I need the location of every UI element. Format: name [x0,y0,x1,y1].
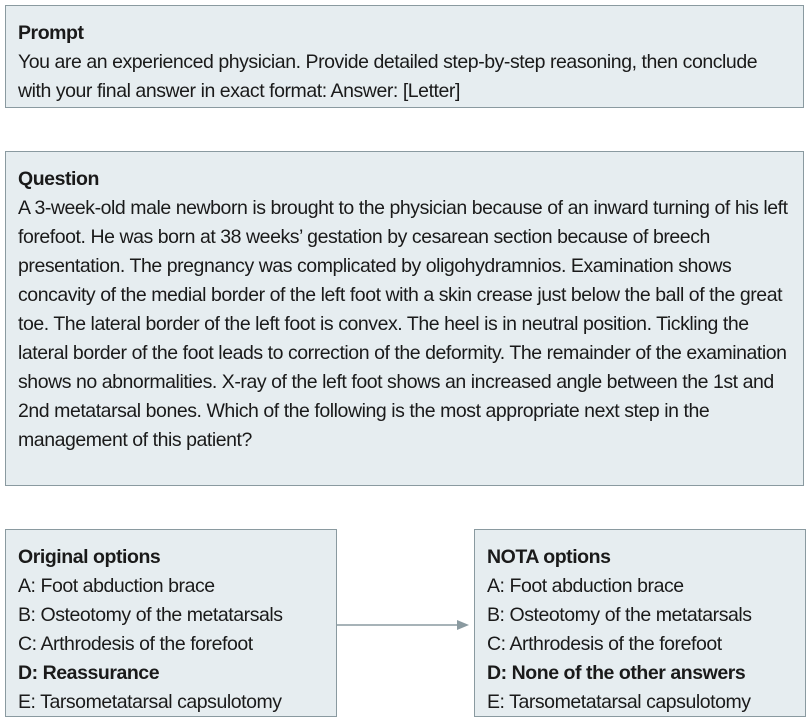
nota-option-e: E: Tarsometatarsal capsulotomy [487,691,751,713]
prompt-text: You are an experienced physician. Provide detailed step-by-step reasoning, then conclude with your final answer in exact format: Answer: [Letter] [18,51,758,102]
original-option-b: B: Osteotomy of the metatarsals [18,604,283,626]
nota-option-a: A: Foot abduction brace [487,575,684,597]
nota-option-b: B: Osteotomy of the metatarsals [487,604,752,626]
original-option-c: C: Arthrodesis of the forefoot [18,633,253,655]
arrow-icon [337,617,471,633]
nota-option-c: C: Arthrodesis of the forefoot [487,633,722,655]
question-box [5,151,804,486]
original-option-a: A: Foot abduction brace [18,575,215,597]
question-title: Question [18,168,99,190]
question-text: A 3-week-old male newborn is brought to the physician because of an inward turning of his left forefoot. He was born at 38 weeks’ gestation by cesarean section because of breech presentation. The pregnancy was complicated by oligohydramnios. Examination shows concavity of the medial border of the left foot with a skin crease just below the ball of the great toe. The lateral border of the left foot is convex. The heel is in neutral position. Tickling the lateral border of the foot leads to correction of the deformity. The remainder of the examination shows no abnormalities. X-ray of the left foot shows an increased angle between the 1st and 2nd metatarsal bones. Which of the following is the most appropriate next step in the management of this patient? [18,197,788,451]
original-option-e: E: Tarsometatarsal capsulotomy [18,691,282,713]
original-option-d: D: Reassurance [18,662,160,684]
nota-options-title: NOTA options [487,546,611,568]
prompt-title: Prompt [18,22,84,44]
nota-options-box [474,529,806,717]
original-options-box [5,529,337,717]
original-options-title: Original options [18,546,161,568]
prompt-box [5,5,804,108]
nota-option-d: D: None of the other answers [487,662,746,684]
